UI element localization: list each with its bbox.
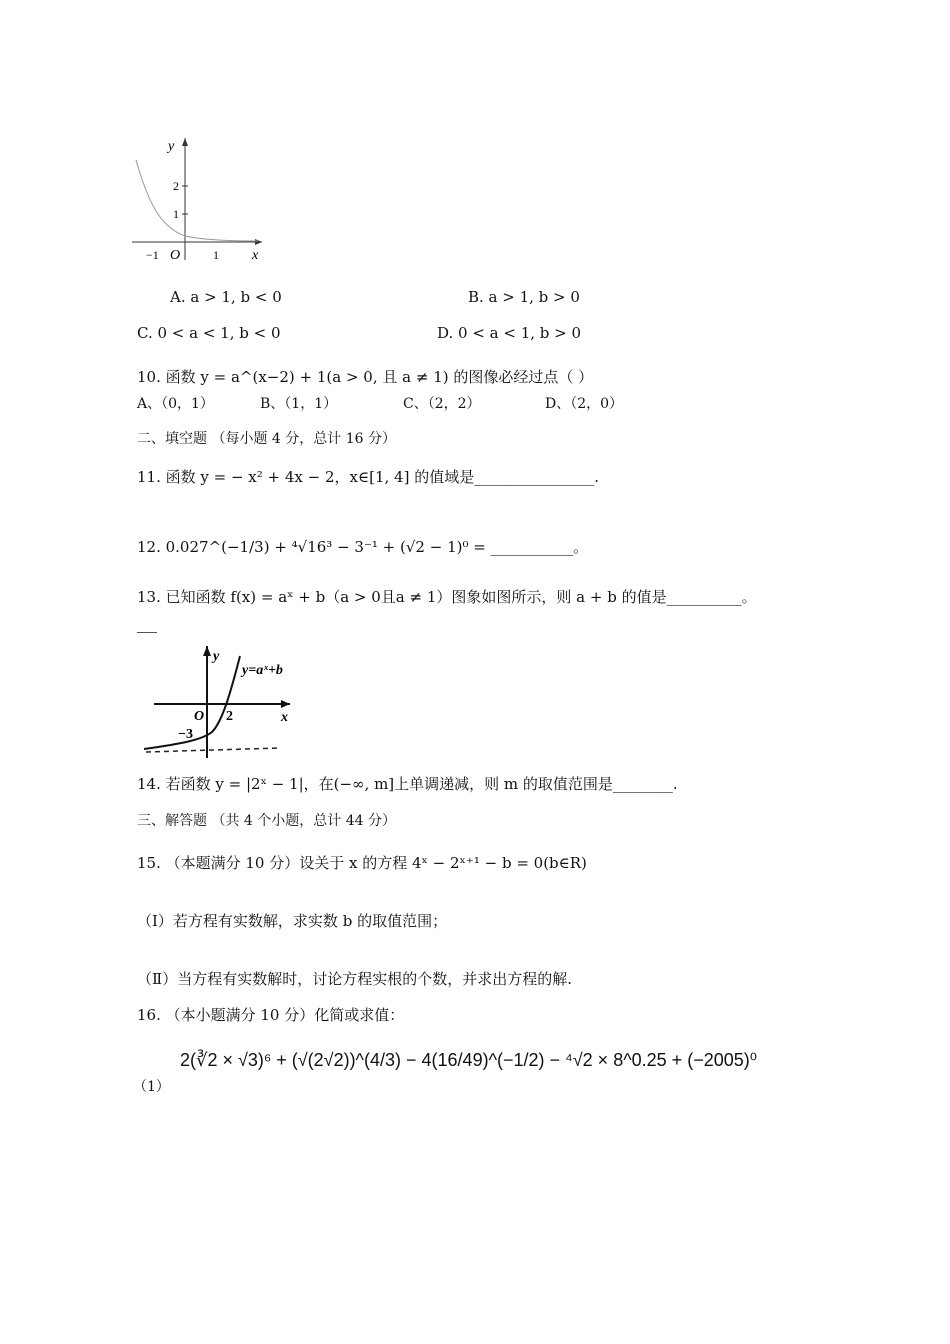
q9-choice-c: C. 0 < a < 1, b < 0 <box>137 324 281 342</box>
q9-choice-d: D. 0 < a < 1, b > 0 <box>437 324 582 342</box>
q16-part-1-label: （1） <box>133 1079 170 1095</box>
q11: 11. 函数 y = − x² + 4x − 2，x∈[1, 4] 的值域是________________. <box>137 468 599 486</box>
q10-stem: 10. 函数 y = a^(x−2) + 1(a > 0, 且 a ≠ 1) 的图像必经过点（ ） <box>137 368 594 386</box>
q15-part-2: （Ⅱ）当方程有实数解时，讨论方程实根的个数，并求出方程的解. <box>137 970 572 988</box>
tick-label-neg3: −3 <box>178 727 193 742</box>
tick-label-neg1: −1 <box>146 248 159 262</box>
graph-exponential-decay <box>128 132 268 267</box>
x-axis-arrow <box>255 239 262 245</box>
q10-choice-b: B、（1，1） <box>260 396 338 412</box>
tick-label-x1: 1 <box>213 248 219 262</box>
x-label: x <box>281 710 288 725</box>
q10-choice-c: C、（2，2） <box>403 396 481 412</box>
q10-choice-d: D、（2，0） <box>545 396 624 412</box>
y-axis-arrow <box>203 646 211 656</box>
y-label: y <box>168 139 175 154</box>
q9-choice-b: B. a > 1, b > 0 <box>468 288 580 306</box>
graph-exponential-growth <box>140 640 310 765</box>
q9-choice-a: A. a > 1, b < 0 <box>170 288 282 306</box>
section-2-heading: 二、填空题 （每小题 4 分，总计 16 分） <box>137 431 396 447</box>
q15-stem: 15. （本题满分 10 分）设关于 x 的方程 4ˣ − 2ˣ⁺¹ − b = 0(b∈R) <box>137 854 587 872</box>
curve-label: y=aˣ+b <box>242 663 283 678</box>
q10-choice-a: A、（0，1） <box>137 396 214 412</box>
x-axis-arrow <box>281 700 290 708</box>
q14: 14. 若函数 y = |2ˣ − 1|，在(−∞, m]上单调递减，则 m 的取值范围是________. <box>137 775 678 793</box>
q16-stem: 16. （本小题满分 10 分）化简或求值： <box>137 1006 405 1024</box>
q16-part-1-expression: 2(∛2 × √3)⁶ + (√(2√2))^(4/3) − 4(16/49)^(−1/2) − ⁴√2 × 8^0.25 + (−2005)⁰ <box>180 1050 757 1070</box>
y-label: y <box>213 649 220 664</box>
q12: 12. 0.027^(−1/3) + ⁴√16³ − 3⁻¹ + (√2 − 1)⁰ = ___________。 <box>137 538 589 556</box>
tick-label-1: 1 <box>173 207 179 221</box>
origin-label: O <box>170 248 181 263</box>
divider-mark <box>137 632 157 634</box>
section-3-heading: 三、解答题 （共 4 个小题，总计 44 分） <box>137 813 396 829</box>
q13: 13. 已知函数 f(x) = aˣ + b（a > 0且a ≠ 1）图象如图所示，则 a + b 的值是__________。 <box>137 588 757 606</box>
decay-curve <box>136 160 258 241</box>
y-axis-arrow <box>182 138 188 146</box>
x-label: x <box>252 248 259 263</box>
tick-label-2: 2 <box>173 179 179 193</box>
q15-part-1: （Ⅰ）若方程有实数解，求实数 b 的取值范围； <box>137 912 448 930</box>
tick-label-2: 2 <box>226 709 233 724</box>
origin-label: O <box>194 709 205 724</box>
asymptote <box>146 748 280 752</box>
